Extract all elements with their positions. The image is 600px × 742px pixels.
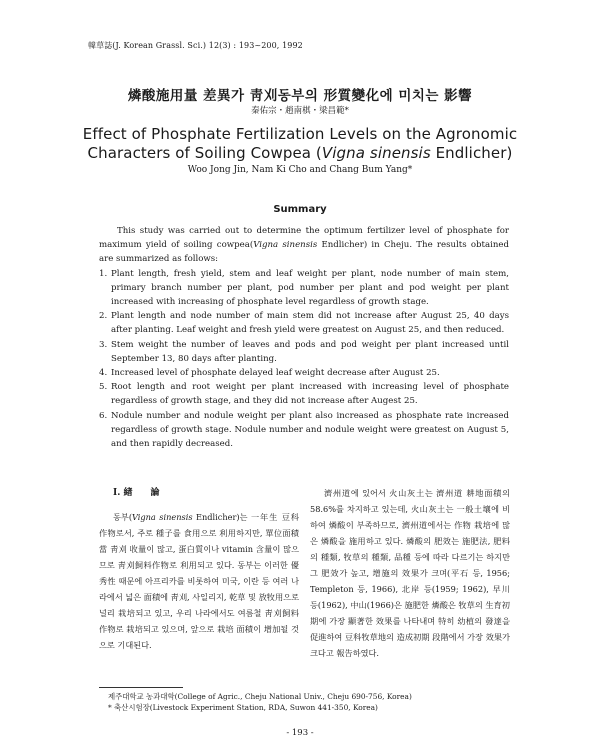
summary-item-number: 3. — [99, 339, 108, 350]
page-number: - 193 - — [286, 728, 314, 738]
english-title-post: Endlicher) — [430, 144, 513, 162]
english-title-species: Vigna sinensis — [321, 144, 431, 162]
summary-item-text: Stem weight the number of leaves and pods and pod weight per plant increased until September 13, 80 days after planting. — [111, 339, 509, 364]
english-title-line-2 — [0, 144, 600, 163]
intro-paragraph-pre: 동부( — [113, 512, 133, 522]
summary-item-number: 1. — [99, 268, 108, 279]
summary-item-text: Root length and root weight per plant increased with increasing level of phosphate regardless of growth stage, and they did not increase after Augest 25. — [111, 382, 509, 407]
summary-list — [99, 267, 509, 452]
summary-item — [99, 366, 509, 380]
journal-citation: 韓草誌(J. Korean Grassl. Sci.) 12(3) : 193~200, 1992 — [88, 41, 303, 50]
summary-item — [99, 267, 509, 310]
summary-item-text: Plant length, fresh yield, stem and leaf weight per plant, node number of main stem, primary branch number per plant, pod number per plant and pod weight per plant increased with increasing of phosphate level regardless of growth stage. — [111, 268, 509, 308]
summary-item-text: Increased level of phosphate delayed leaf weight decrease after August 25. — [111, 368, 440, 379]
body-column-left — [99, 485, 299, 653]
footnotes — [108, 691, 508, 713]
summary-abstract — [99, 224, 509, 451]
english-title — [0, 125, 600, 163]
intro-paragraph — [99, 509, 299, 653]
english-authors: Woo Jong Jin, Nam Ki Cho and Chang Bum Yang* — [187, 165, 413, 175]
summary-item — [99, 338, 509, 366]
korean-authors: 秦佑宗・趙南棋・梁昌範* — [251, 106, 349, 116]
summary-item — [99, 309, 509, 337]
summary-intro-species: Vigna sinensis — [253, 240, 318, 251]
body-paragraph: 濟州道에 있어서 火山灰土는 濟州道 耕地面積의 58.6%를 차지하고 있는데, 火山灰土는 一般土壤에 비하여 燐酸이 부족하므로, 濟州道에서는 作物 栽培에 많은 燐酸을 施用하고 있다. 燐酸의 肥效는 施肥法, 肥料의 種類, 牧草의 種類, 品種 등에 따라 다르기는 하지만 그 肥效가 높고, 增施의 效果가 크며(平石 등, 1956; Templeton 등, 1966), 北岸 등(1959; 1962), 早川 등(1962), 中山(1966)은 施肥한 燐酸은 牧草의 生育初期에 가장 顯著한 效果를 나타내며 特히 幼植의 發達을 促進하여 豆科牧草地의 造成初期 段階에서 가장 效果가 크다고 報告하였다. — [310, 488, 510, 658]
section-heading: Ⅰ. 緖 論 — [113, 488, 160, 498]
english-title-pre: Characters of Soiling Cowpea ( — [87, 144, 322, 162]
summary-item-text: Plant length and node number of main stem did not increase after August 25, 40 days after planting. Leaf weight and fresh yield were greatest on August 25, and then reduced. — [111, 311, 509, 336]
summary-item-number: 6. — [99, 410, 108, 421]
summary-item-number: 4. — [99, 368, 108, 379]
summary-item-text: Nodule number and nodule weight per plant also increased as phosphate rate increased regardless of growth stage. Nodule number and nodule weight were greatest on August 5, and then rapidly decreased. — [111, 410, 509, 450]
summary-item — [99, 380, 509, 408]
footnote-divider — [99, 687, 183, 688]
intro-paragraph-post: Endlicher)는 一年生 豆科作物로서, 주로 種子를 食用으로 利用하지만, 單位面積當 靑刈 收量이 많고, 蛋白質이나 vitamin 含量이 많으므로 靑刈飼料作物로 利用되고 있다. 동부는 이러한 優秀性 때문에 아프리카를 비롯하여 미국, 이란 등 여러 나라에서 넓은 面積에 靑刈, 사일리지, 乾草 및 放牧用으로 널리 栽培되고 있고, 우리 나라에서도 여름철 靑刈飼料作物로 栽培되고 있으며, 앞으로 栽培 面積이 增加될 것으로 기대된다. — [99, 512, 299, 650]
summary-item-number: 5. — [99, 382, 108, 393]
body-column-right — [310, 485, 510, 661]
summary-intro-pre: This study was carried out to determine the optimum fertilizer level of phosphate for maximum yield of soiling cowpea( — [99, 226, 509, 251]
english-title-line-1: Effect of Phosphate Fertilization Levels on the Agronomic — [82, 125, 518, 143]
summary-item — [99, 409, 509, 452]
intro-paragraph-species: Vigna sinensis — [132, 512, 193, 522]
footnote-affiliation-2: * 축산시험장(Livestock Experiment Station, RDA, Suwon 441-350, Korea) — [108, 703, 378, 712]
footnote-affiliation: 제주대학교 농과대학(College of Agric., Cheju National Univ., Cheju 690-756, Korea) — [108, 692, 412, 701]
summary-intro — [99, 224, 509, 267]
korean-title: 燐酸施用量 差異가 靑刈동부의 形質變化에 미치는 影響 — [127, 88, 473, 104]
summary-item-number: 2. — [99, 311, 108, 322]
summary-heading: Summary — [273, 204, 327, 215]
summary-intro-post: Endlicher) in Cheju. The results obtained are summarized as follows: — [99, 240, 509, 265]
